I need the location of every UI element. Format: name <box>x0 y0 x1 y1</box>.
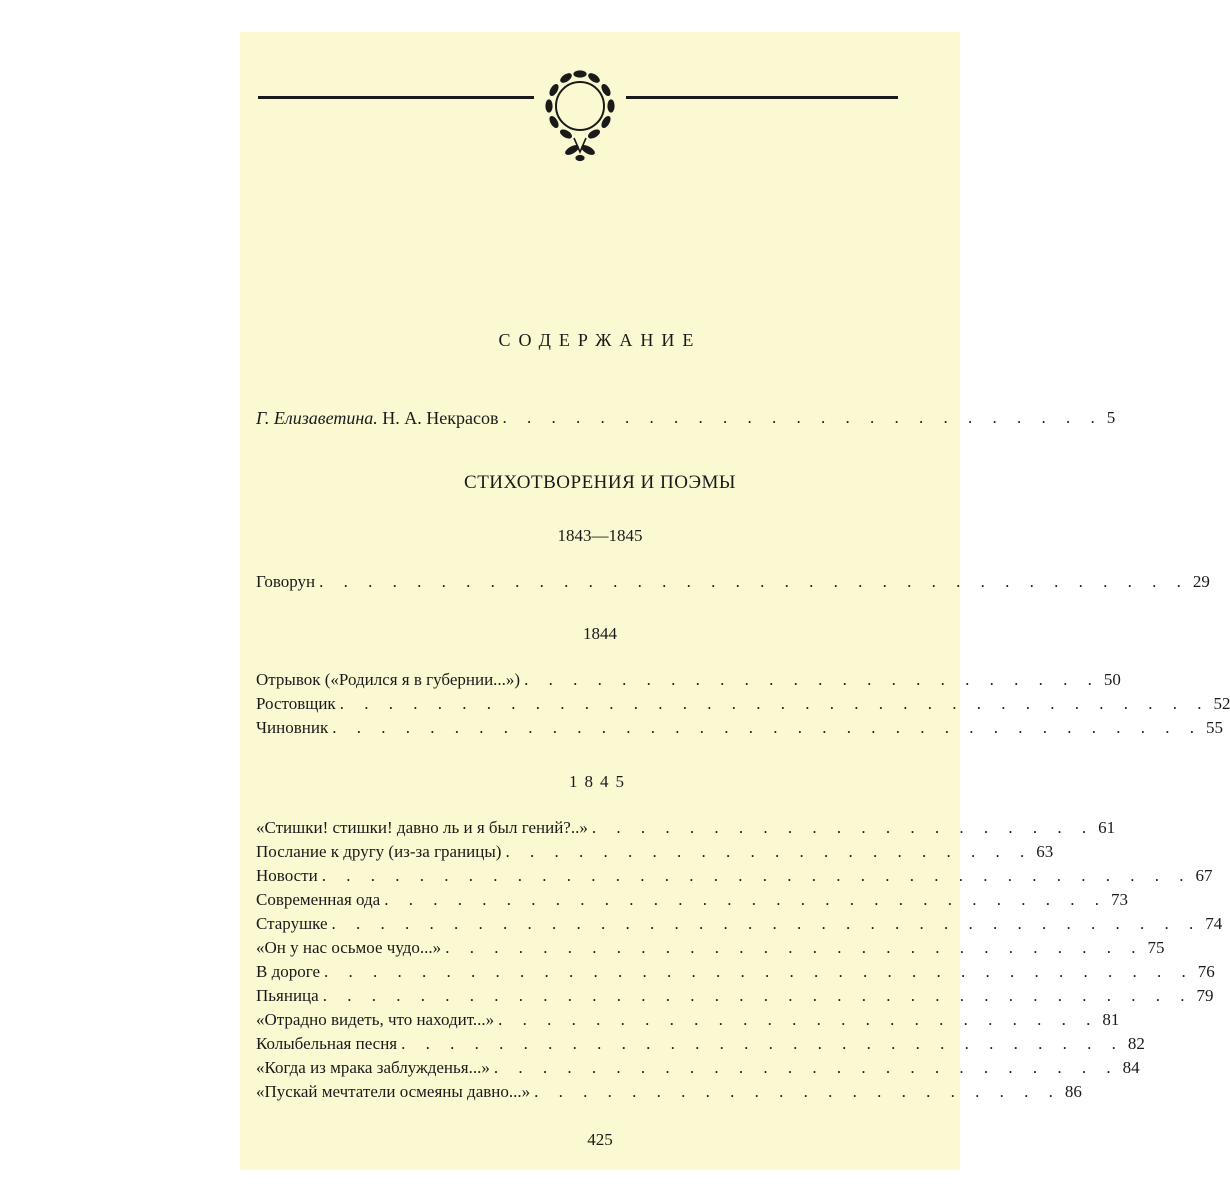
entry-title: «Отрадно видеть, что находит...» <box>256 1010 495 1029</box>
year-heading: 1843—1845 <box>557 526 643 545</box>
laurel-wreath-icon <box>534 56 626 168</box>
entry-title: «Когда из мрака заблужденья...» <box>256 1058 490 1077</box>
leader-dots: . . . . . . . . . . . . . . . . . . . . . . . . . . . . . . . . . . . . <box>319 572 1189 591</box>
entry-title: «Пускай мечтатели осмеяны давно...» <box>256 1082 531 1101</box>
section-title: СТИХОТВОРЕНИЯ И ПОЭМЫ <box>464 472 736 493</box>
entry-page: 75 <box>1147 938 1165 957</box>
entry-title-text: Н. А. Некрасов <box>382 408 499 428</box>
entry-title <box>256 408 498 428</box>
entry-author: Г. Елизаветина. <box>256 408 378 428</box>
leader-dots: . . . . . . . . . . . . . . . . . . . . . . . . . . . . . . . . . . . . <box>322 986 1193 1005</box>
entry-page: 61 <box>1098 818 1116 837</box>
toc-entry[interactable] <box>256 690 1230 714</box>
toc-entry[interactable] <box>256 982 1214 1006</box>
entry-title: Старушке <box>256 914 328 933</box>
leader-dots: . . . . . . . . . . . . . . . . . . . . . . . . <box>524 670 1100 689</box>
entry-page: 84 <box>1122 1058 1140 1077</box>
entry-page: 74 <box>1205 914 1223 933</box>
entry-page: 76 <box>1197 962 1215 981</box>
toc-entry[interactable] <box>256 958 1215 982</box>
entry-page: 29 <box>1192 572 1210 591</box>
entry-title: Отрывок («Родился я в губернии...») <box>256 670 521 689</box>
entry-title: Говорун <box>256 572 316 591</box>
toc-heading: СОДЕРЖАНИЕ <box>498 330 702 350</box>
toc-entry[interactable] <box>256 886 1128 910</box>
toc-entry[interactable] <box>256 1054 1140 1078</box>
entry-page: 73 <box>1110 890 1128 909</box>
toc-entry-intro[interactable] <box>256 404 1116 428</box>
leader-dots: . . . . . . . . . . . . . . . . . . . . . . . . . . . . . <box>445 938 1144 957</box>
year-heading: 1845 <box>569 772 631 791</box>
toc-entry[interactable] <box>256 862 1213 886</box>
leader-dots: . . . . . . . . . . . . . . . . . . . . . . . . . . . . . . . . . . . . <box>332 718 1202 737</box>
entry-title: Новости <box>256 866 318 885</box>
entry-title: «Он у нас осьмое чудо...» <box>256 938 442 957</box>
toc-entry[interactable] <box>256 910 1223 934</box>
toc-entry[interactable] <box>256 666 1121 690</box>
toc-entry[interactable] <box>256 1030 1145 1054</box>
entry-page: 50 <box>1103 670 1121 689</box>
entry-page: 81 <box>1102 1010 1120 1029</box>
entry-title: «Стишки! стишки! давно ль и я был гений?..» <box>256 818 588 837</box>
leader-dots: . . . . . . . . . . . . . . . . . . . . . . . . . . . . . . <box>401 1034 1124 1053</box>
toc-entry[interactable] <box>256 714 1223 738</box>
entry-title: Послание к другу (из-за границы) <box>256 842 502 861</box>
entry-title: В дороге <box>256 962 321 981</box>
entry-title: Пьяница <box>256 986 319 1005</box>
leader-dots: . . . . . . . . . . . . . . . . . . . . . . . . . . <box>493 1058 1119 1077</box>
entry-page: 63 <box>1036 842 1054 861</box>
entry-page: 67 <box>1195 866 1213 885</box>
entry-page: 52 <box>1213 694 1230 713</box>
toc-entry[interactable] <box>256 568 1210 592</box>
toc-entry[interactable] <box>256 838 1054 862</box>
entry-title: Современная ода <box>256 890 381 909</box>
toc-entry[interactable] <box>256 814 1116 838</box>
leader-dots: . . . . . . . . . . . . . . . . . . . . . . . . . . . . . . . . . . . . <box>324 962 1194 981</box>
leader-dots: . . . . . . . . . . . . . . . . . . . . . . . . . <box>502 408 1103 427</box>
book-page <box>240 32 1230 1170</box>
leader-dots: . . . . . . . . . . . . . . . . . . . . . . . . . . . . . . . . . . . . <box>331 914 1202 933</box>
entry-page: 55 <box>1205 718 1223 737</box>
leader-dots: . . . . . . . . . . . . . . . . . . . . . . . . . <box>498 1010 1099 1029</box>
leader-dots: . . . . . . . . . . . . . . . . . . . . . <box>591 818 1095 837</box>
leader-dots: . . . . . . . . . . . . . . . . . . . . . . <box>534 1082 1061 1101</box>
entry-page: 86 <box>1064 1082 1082 1101</box>
leader-dots: . . . . . . . . . . . . . . . . . . . . . . . . . . . . . . . . . . . . <box>321 866 1192 885</box>
toc-entry[interactable] <box>256 934 1165 958</box>
entry-page: 82 <box>1127 1034 1145 1053</box>
entry-title: Чиновник <box>256 718 329 737</box>
year-heading: 1844 <box>583 624 617 643</box>
entry-page: 5 <box>1106 408 1116 427</box>
leader-dots: . . . . . . . . . . . . . . . . . . . . . . . . . . . . . . <box>384 890 1107 909</box>
page-number: 425 <box>587 1130 613 1149</box>
toc-entry[interactable] <box>256 1006 1120 1030</box>
toc-entry[interactable] <box>256 1078 1082 1102</box>
entry-title: Ростовщик <box>256 694 336 713</box>
entry-title: Колыбельная песня <box>256 1034 398 1053</box>
entry-page: 79 <box>1196 986 1214 1005</box>
leader-dots: . . . . . . . . . . . . . . . . . . . . . . . . . . . . . . . . . . . . <box>339 694 1210 713</box>
leader-dots: . . . . . . . . . . . . . . . . . . . . . . <box>505 842 1033 861</box>
